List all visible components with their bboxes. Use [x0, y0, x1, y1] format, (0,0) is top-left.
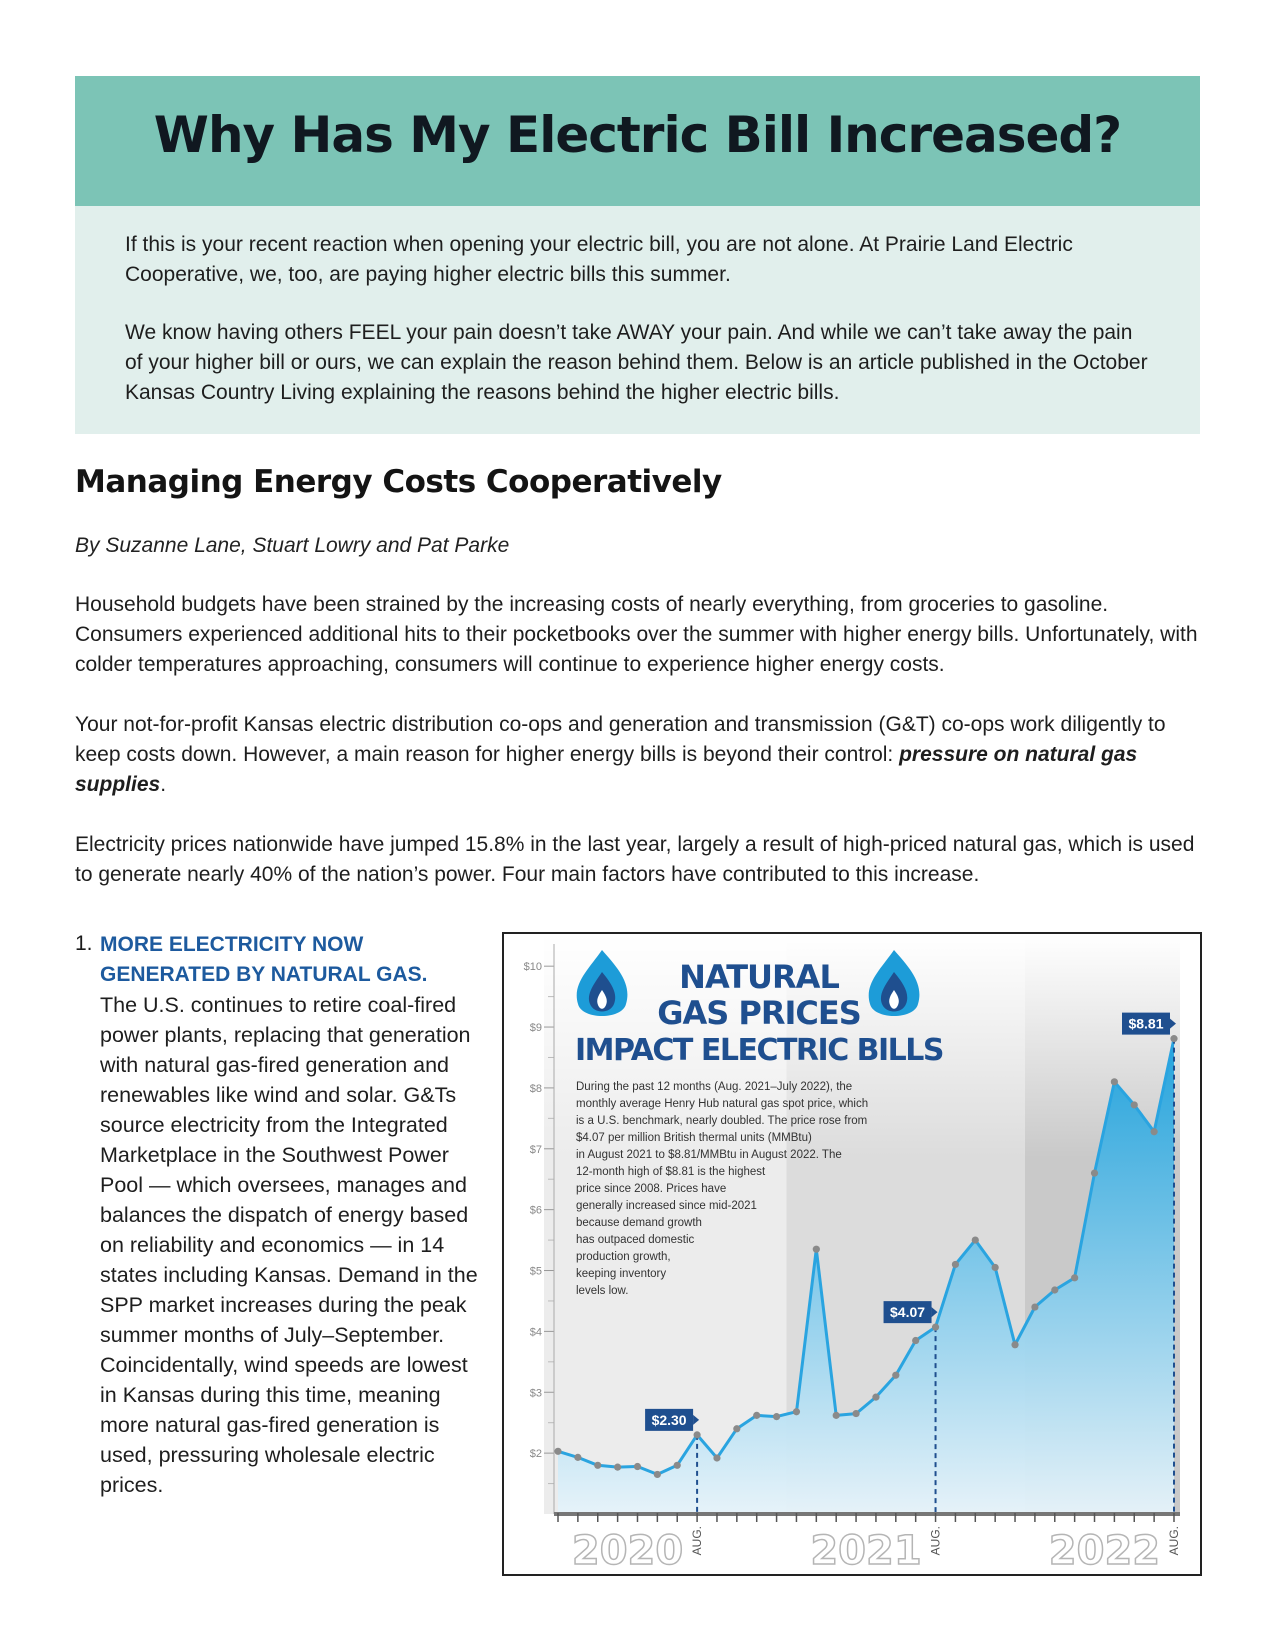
chart-description-line: because demand growth — [576, 1217, 702, 1229]
data-point — [614, 1464, 621, 1471]
aug-label: AUG. — [690, 1526, 705, 1556]
article-paragraph-2: Your not-for-profit Kansas electric distribution co-ops and generation and transmission (G&T) co-ops work diligently to keep costs down. However, a main reason for higher energy bills is beyond their control: pressure on natural gas supplies. — [75, 713, 1166, 796]
data-point — [733, 1425, 740, 1432]
data-point — [932, 1324, 939, 1331]
data-point — [1011, 1341, 1018, 1348]
intro-paragraph-1: If this is your recent reaction when opening your electric bill, you are not alone. At Prairie Land Electric Cooperative, we, too, are paying higher electric bills this summer. — [125, 233, 1073, 286]
data-point — [713, 1454, 720, 1461]
title-banner — [75, 76, 1200, 206]
data-point — [773, 1413, 780, 1420]
chart-description-line: monthly average Henry Hub natural gas spot price, which — [576, 1098, 869, 1110]
data-point — [1170, 1035, 1177, 1042]
article-title: Managing Energy Costs Cooperatively — [75, 464, 722, 500]
data-point — [813, 1246, 820, 1253]
chart-description-line: price since 2008. Prices have — [576, 1183, 727, 1195]
data-point — [992, 1264, 999, 1271]
callout-label: $8.81 — [1128, 1015, 1164, 1032]
chart-title-line-2: GAS PRICES — [657, 994, 861, 1032]
aug-label: AUG. — [928, 1526, 943, 1556]
data-point — [1031, 1303, 1038, 1310]
chart-description-line: has outpaced domestic — [576, 1234, 695, 1246]
data-point — [693, 1431, 700, 1438]
chart-title-line-1: NATURAL — [679, 958, 839, 996]
year-label: 2020 — [571, 1528, 684, 1574]
chart-description-line: $4.07 per million British thermal units (MMBtu) — [576, 1132, 812, 1144]
data-point — [1151, 1128, 1158, 1135]
data-point — [952, 1261, 959, 1268]
data-point — [1131, 1101, 1138, 1108]
data-point — [634, 1463, 641, 1470]
article-byline: By Suzanne Lane, Stuart Lowry and Pat Parke — [75, 534, 510, 557]
data-point — [892, 1372, 899, 1379]
chart-description-line: keeping inventory — [576, 1268, 667, 1280]
y-tick-label: $8 — [529, 1082, 542, 1095]
chart-svg — [504, 934, 1200, 1574]
y-tick-label: $3 — [529, 1387, 542, 1400]
data-point — [833, 1412, 840, 1419]
intro-box — [75, 206, 1200, 434]
data-point — [1091, 1170, 1098, 1177]
page-title: Why Has My Electric Bill Increased? — [153, 106, 1122, 164]
y-tick-label: $9 — [529, 1022, 542, 1035]
year-label: 2021 — [810, 1528, 922, 1574]
callout-label: $4.07 — [890, 1304, 926, 1321]
data-point — [912, 1337, 919, 1344]
aug-label: AUG. — [1167, 1526, 1181, 1556]
emphasis-text: pressure on natural gas supplies — [75, 743, 1138, 796]
data-point — [1071, 1274, 1078, 1281]
article-paragraph-1: Household budgets have been strained by the increasing costs of nearly everything, from groceries to gasoline. Consumers experienced additional hits to their pocketbooks over the summer with higher energy bills. Unfortunately, with colder temperatures approaching, consumers will continue to experience higher energy costs. — [75, 593, 1198, 676]
data-point — [972, 1236, 979, 1243]
chart-description-line: 12-month high of $8.81 is the highest — [576, 1166, 766, 1178]
data-point — [594, 1462, 601, 1469]
data-point — [1111, 1078, 1118, 1085]
data-point — [852, 1410, 859, 1417]
list-number: 1. — [75, 932, 93, 955]
chart-description-line: generally increased since mid-2021 — [576, 1200, 757, 1212]
data-point — [674, 1462, 681, 1469]
data-point — [654, 1471, 661, 1478]
y-tick-label: $6 — [529, 1204, 542, 1217]
list-item-body: The U.S. continues to retire coal-fired power plants, replacing that generation with natural gas-fired generation and renewables like wind and solar. G&Ts source electricity from the Integrated Marketplace in the Southwest Power Pool — which oversees, manages and balances the dispatch of energy based on reliability and economics — in 14 states including Kansas. Demand in the SPP market increases during the peak summer months of July–September. Coincidentally, wind speeds are lowest in Kansas during this time, meaning more natural gas-fired generation is used, pressuring wholesale electric prices. — [100, 993, 478, 1497]
year-label: 2022 — [1048, 1528, 1161, 1574]
intro-paragraph-2: We know having others FEEL your pain doesn’t take AWAY your pain. And while we can’t take away the pain of your higher bill or ours, we can explain the reason behind them. Below is an article published in the October Kansas Country Living explaining the reasons behind the higher electric bills. — [125, 321, 1148, 404]
chart-description-line: production growth, — [576, 1251, 671, 1263]
chart-description-line: During the past 12 months (Aug. 2021–July 2022), the — [576, 1081, 853, 1093]
data-point — [753, 1412, 760, 1419]
y-tick-label: $4 — [529, 1326, 542, 1339]
data-point — [574, 1454, 581, 1461]
chart-description-line: in August 2021 to $8.81/MMBtu in August 2022. The — [576, 1149, 842, 1161]
article-paragraph-3: Electricity prices nationwide have jumped 15.8% in the last year, largely a result of high-priced natural gas, which is used to generate nearly 40% of the nation’s power. Four main factors have contributed to this increase. — [75, 833, 1195, 886]
natural-gas-chart — [502, 932, 1202, 1576]
data-point — [872, 1394, 879, 1401]
chart-title-line-3: IMPACT ELECTRIC BILLS — [574, 1033, 944, 1068]
chart-description-line: levels low. — [576, 1285, 629, 1297]
data-point — [793, 1408, 800, 1415]
data-point — [1051, 1286, 1058, 1293]
data-point — [554, 1448, 561, 1455]
y-tick-label: $7 — [529, 1143, 542, 1156]
y-tick-label: $2 — [529, 1448, 542, 1461]
callout-label: $2.30 — [651, 1411, 687, 1428]
chart-description-line: is a U.S. benchmark, nearly doubled. The price rose from — [576, 1115, 868, 1127]
y-tick-label: $5 — [529, 1265, 542, 1278]
list-item-heading: MORE ELECTRICITY NOW GENERATED BY NATURAL GAS. — [100, 933, 428, 986]
y-tick-label: $10 — [523, 961, 542, 974]
